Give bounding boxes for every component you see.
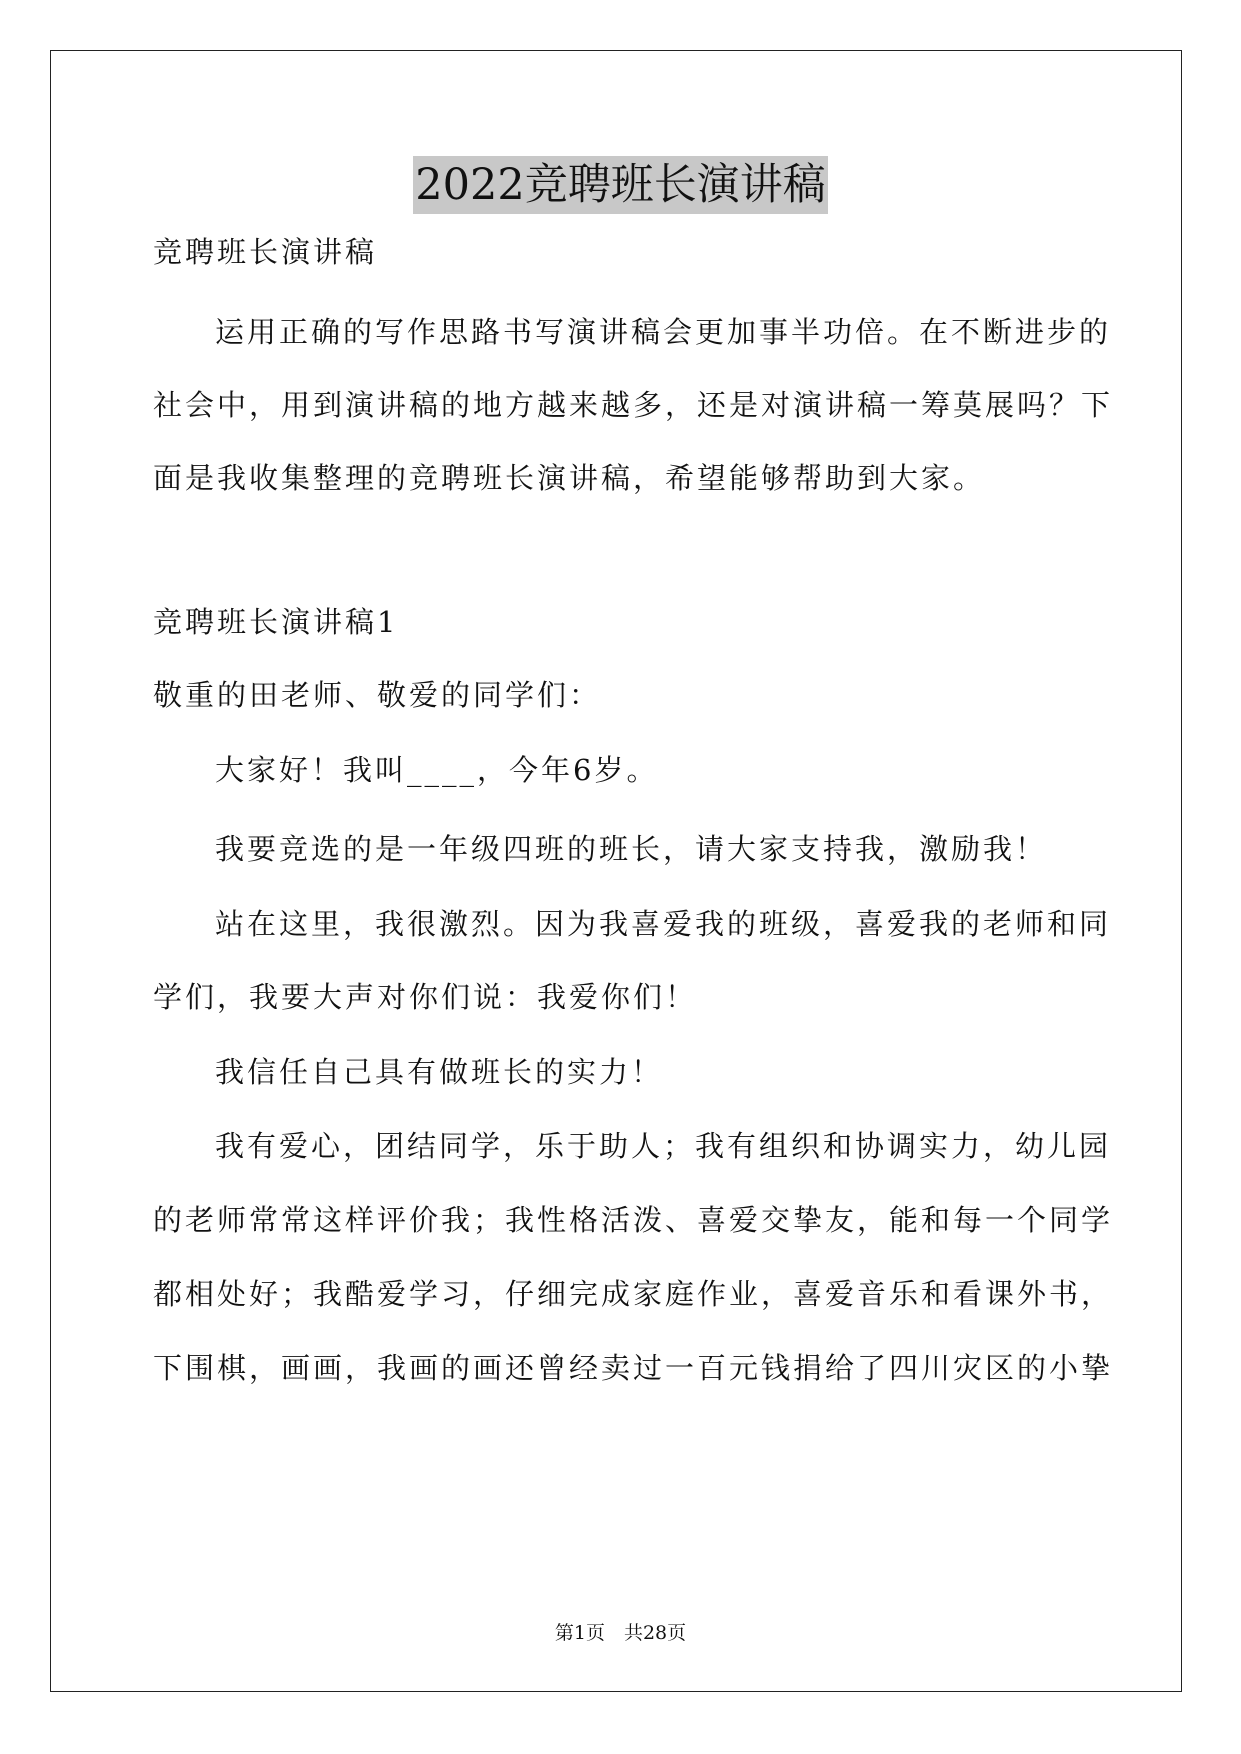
paragraph-line: 站在这里，我很激烈。因为我喜爱我的班级，喜爱我的老师和同 [215, 907, 1112, 941]
paragraph-line: 下围棋，画画，我画的画还曾经卖过一百元钱捐给了四川灾区的小挚 [153, 1351, 1114, 1385]
paragraph-line: 社会中，用到演讲稿的地方越来越多，还是对演讲稿一筹莫展吗？下 [153, 388, 1114, 422]
paragraph-line: 都相处好；我酷爱学习，仔细完成家庭作业，喜爱音乐和看课外书， [153, 1277, 1114, 1311]
document-title: 2022竞聘班长演讲稿 [413, 156, 827, 214]
paragraph-line: 的老师常常这样评价我；我性格活泼、喜爱交挚友，能和每一个同学 [153, 1203, 1114, 1237]
paragraph-line: 面是我收集整理的竞聘班长演讲稿，希望能够帮助到大家。 [153, 461, 986, 495]
page-footer: 第1页 共28页 [554, 1622, 687, 1644]
paragraph-line: 大家好！我叫____，今年6岁。 [215, 753, 659, 787]
page-border [50, 50, 1182, 1692]
paragraph-line: 我要竞选的是一年级四班的班长，请大家支持我，激励我！ [215, 832, 1048, 866]
title-container [0, 156, 1241, 214]
section-heading: 竞聘班长演讲稿1 [153, 605, 399, 639]
paragraph-line: 我信任自己具有做班长的实力！ [215, 1055, 664, 1089]
salutation-line: 敬重的田老师、敬爱的同学们： [153, 678, 602, 712]
paragraph-line: 学们，我要大声对你们说：我爱你们！ [153, 980, 698, 1014]
paragraph-line: 运用正确的写作思路书写演讲稿会更加事半功倍。在不断进步的 [215, 315, 1112, 349]
paragraph-line: 我有爱心，团结同学，乐于助人；我有组织和协调实力，幼儿园 [215, 1129, 1112, 1163]
heading-line: 竞聘班长演讲稿 [153, 235, 378, 269]
